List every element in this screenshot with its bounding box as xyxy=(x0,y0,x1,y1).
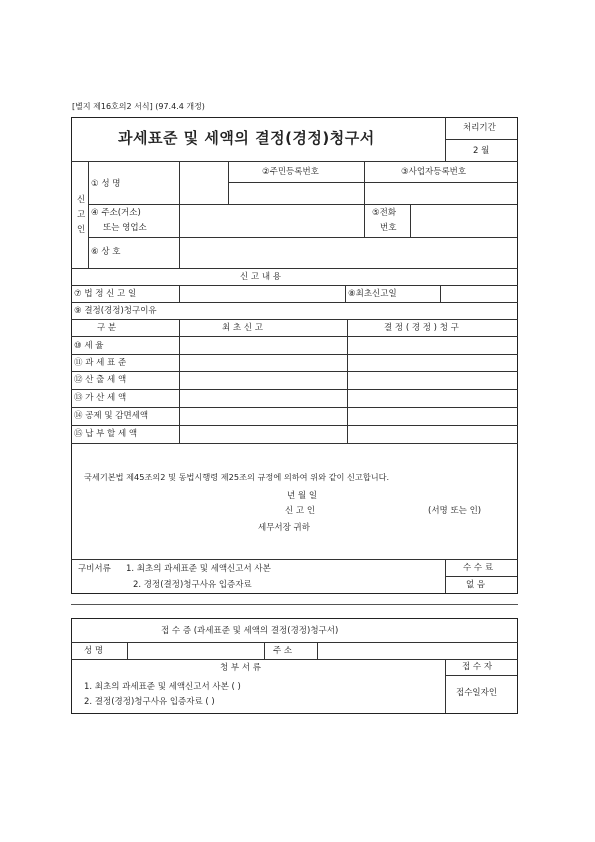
divider xyxy=(88,237,517,238)
initial-date-label: ⑧최초신고일 xyxy=(348,289,397,299)
initial-value-field[interactable] xyxy=(181,373,346,388)
receipt-address-label: 주 소 xyxy=(273,646,293,656)
fee-label: 수 수 료 xyxy=(463,563,494,573)
divider xyxy=(71,268,518,269)
divider xyxy=(71,559,518,560)
divider xyxy=(445,675,517,676)
trade-name-field[interactable] xyxy=(181,239,516,267)
address-field[interactable] xyxy=(181,206,363,236)
column-claim: 결 정 ( 경 정 ) 청 구 xyxy=(384,323,459,333)
receiver-label: 접 수 자 xyxy=(462,662,493,672)
addressee: 세무서장 귀하 xyxy=(258,523,310,533)
initial-value-field[interactable] xyxy=(181,356,346,370)
reporter-label: 신 고 인 xyxy=(285,506,316,516)
receipt-bottom-border xyxy=(71,713,518,714)
receipt-left-border xyxy=(71,618,72,713)
receipt-name-label: 성 명 xyxy=(84,646,104,656)
divider xyxy=(71,302,518,303)
claim-reason-field[interactable] xyxy=(181,304,516,318)
attached-doc-item: 1. 최초의 과세표준 및 세액신고서 사본 ( ) xyxy=(84,682,241,692)
initial-value-field[interactable] xyxy=(181,427,346,442)
divider xyxy=(127,642,128,659)
address-label: ④ 주소(거소) xyxy=(91,208,141,218)
report-section-title: 신 고 내 용 xyxy=(240,272,281,282)
row-label: ⑮ 납 부 할 세 액 xyxy=(74,429,138,439)
initial-value-field[interactable] xyxy=(181,409,346,424)
divider xyxy=(317,642,318,659)
cut-line xyxy=(71,604,518,605)
receipt-right-border xyxy=(517,618,518,713)
column-category: 구 분 xyxy=(97,323,117,333)
attachment-item: 2. 경정(결정)청구사유 입증자료 xyxy=(133,580,252,590)
declaration-date: 년 월 일 xyxy=(287,491,318,501)
divider xyxy=(71,319,518,320)
trade-name-label: ⑥ 상 호 xyxy=(91,247,121,257)
declaration-statement: 국세기본법 제45조의2 및 동법시행령 제25조의 규정에 의하여 위와 같이 신고합니다. xyxy=(84,472,390,482)
address-label-line2: 또는 영업소 xyxy=(103,223,147,233)
resident-number-field[interactable] xyxy=(230,184,362,202)
phone-label: ⑤전화 xyxy=(372,208,397,218)
name-label: ① 성 명 xyxy=(91,179,121,189)
divider xyxy=(71,642,518,643)
column-initial-report: 최 초 신 고 xyxy=(222,323,263,333)
divider xyxy=(445,576,517,577)
form-bottom-border xyxy=(71,593,518,594)
divider xyxy=(71,285,518,286)
phone-label-line2: 번호 xyxy=(380,223,397,233)
name-field[interactable] xyxy=(181,163,227,203)
phone-field[interactable] xyxy=(412,206,516,236)
attached-doc-item: 2. 결정(경정)청구사유 입증자료 ( ) xyxy=(84,697,215,707)
divider xyxy=(364,204,365,237)
business-number-label: ③사업자등록번호 xyxy=(401,167,467,177)
initial-value-field[interactable] xyxy=(181,391,346,406)
divider xyxy=(345,285,346,302)
form-title: 과세표준 및 세액의 결정(경정)청구서 xyxy=(118,129,375,147)
claim-value-field[interactable] xyxy=(349,373,516,388)
statutory-date-label: ⑦ 법 정 신 고 일 xyxy=(74,289,137,299)
divider xyxy=(71,161,518,162)
receipt-address-field[interactable] xyxy=(319,644,516,658)
processing-period-value: 2 월 xyxy=(473,146,490,156)
claim-value-field[interactable] xyxy=(349,356,516,370)
processing-period-label: 처리기간 xyxy=(463,123,496,133)
row-label: ⑬ 가 산 세 액 xyxy=(74,393,127,403)
row-label: ⑩ 세 율 xyxy=(74,341,104,351)
divider xyxy=(445,659,446,713)
applicant-label-char: 인 xyxy=(77,225,86,235)
divider xyxy=(264,642,265,659)
business-number-field[interactable] xyxy=(366,184,516,202)
attached-docs-title: 청 부 서 류 xyxy=(220,663,261,673)
claim-value-field[interactable] xyxy=(349,409,516,424)
initial-date-field[interactable] xyxy=(442,287,516,301)
signature-label: (서명 또는 인) xyxy=(428,506,482,516)
divider xyxy=(71,389,518,390)
divider xyxy=(228,182,517,183)
divider xyxy=(445,139,517,140)
attachment-item: 1. 최초의 과세표준 및 세액신고서 사본 xyxy=(126,564,271,574)
row-label: ⑭ 공제 및 감면세액 xyxy=(74,411,149,421)
divider xyxy=(71,354,518,355)
divider xyxy=(88,204,517,205)
form-left-border xyxy=(71,117,72,593)
claim-value-field[interactable] xyxy=(349,391,516,406)
applicant-label-char: 고 xyxy=(77,210,86,220)
form-right-border xyxy=(517,117,518,593)
divider xyxy=(71,443,518,444)
form-number-note: [별지 제16호의2 서식] (97.4.4 개정) xyxy=(72,102,205,111)
resident-number-label: ②주민등록번호 xyxy=(262,167,319,177)
claim-value-field[interactable] xyxy=(349,427,516,442)
divider xyxy=(71,336,518,337)
divider xyxy=(71,407,518,408)
divider xyxy=(71,371,518,372)
claim-reason-label: ⑨ 결정(경정)청구이유 xyxy=(74,306,157,316)
divider xyxy=(88,161,89,268)
receipt-top-border xyxy=(71,618,518,619)
receipt-title: 접 수 증 (과세표준 및 세액의 결정(경정)청구서) xyxy=(161,626,339,636)
initial-value-field[interactable] xyxy=(181,338,346,353)
divider xyxy=(440,285,441,302)
statutory-date-field[interactable] xyxy=(181,287,344,301)
divider xyxy=(71,425,518,426)
row-label: ⑪ 과 세 표 준 xyxy=(74,358,127,368)
form-top-border xyxy=(71,117,518,118)
receipt-date-stamp-label: 접수일자인 xyxy=(456,688,498,698)
divider xyxy=(410,204,411,237)
divider xyxy=(179,161,180,268)
row-label: ⑫ 산 출 세 액 xyxy=(74,375,127,385)
divider xyxy=(71,659,518,660)
receipt-name-field[interactable] xyxy=(129,644,263,658)
fee-value: 없 음 xyxy=(466,580,486,590)
attachments-label: 구비서류 xyxy=(78,564,111,574)
divider xyxy=(179,285,180,302)
applicant-label-char: 신 xyxy=(77,195,86,205)
claim-value-field[interactable] xyxy=(349,338,516,353)
